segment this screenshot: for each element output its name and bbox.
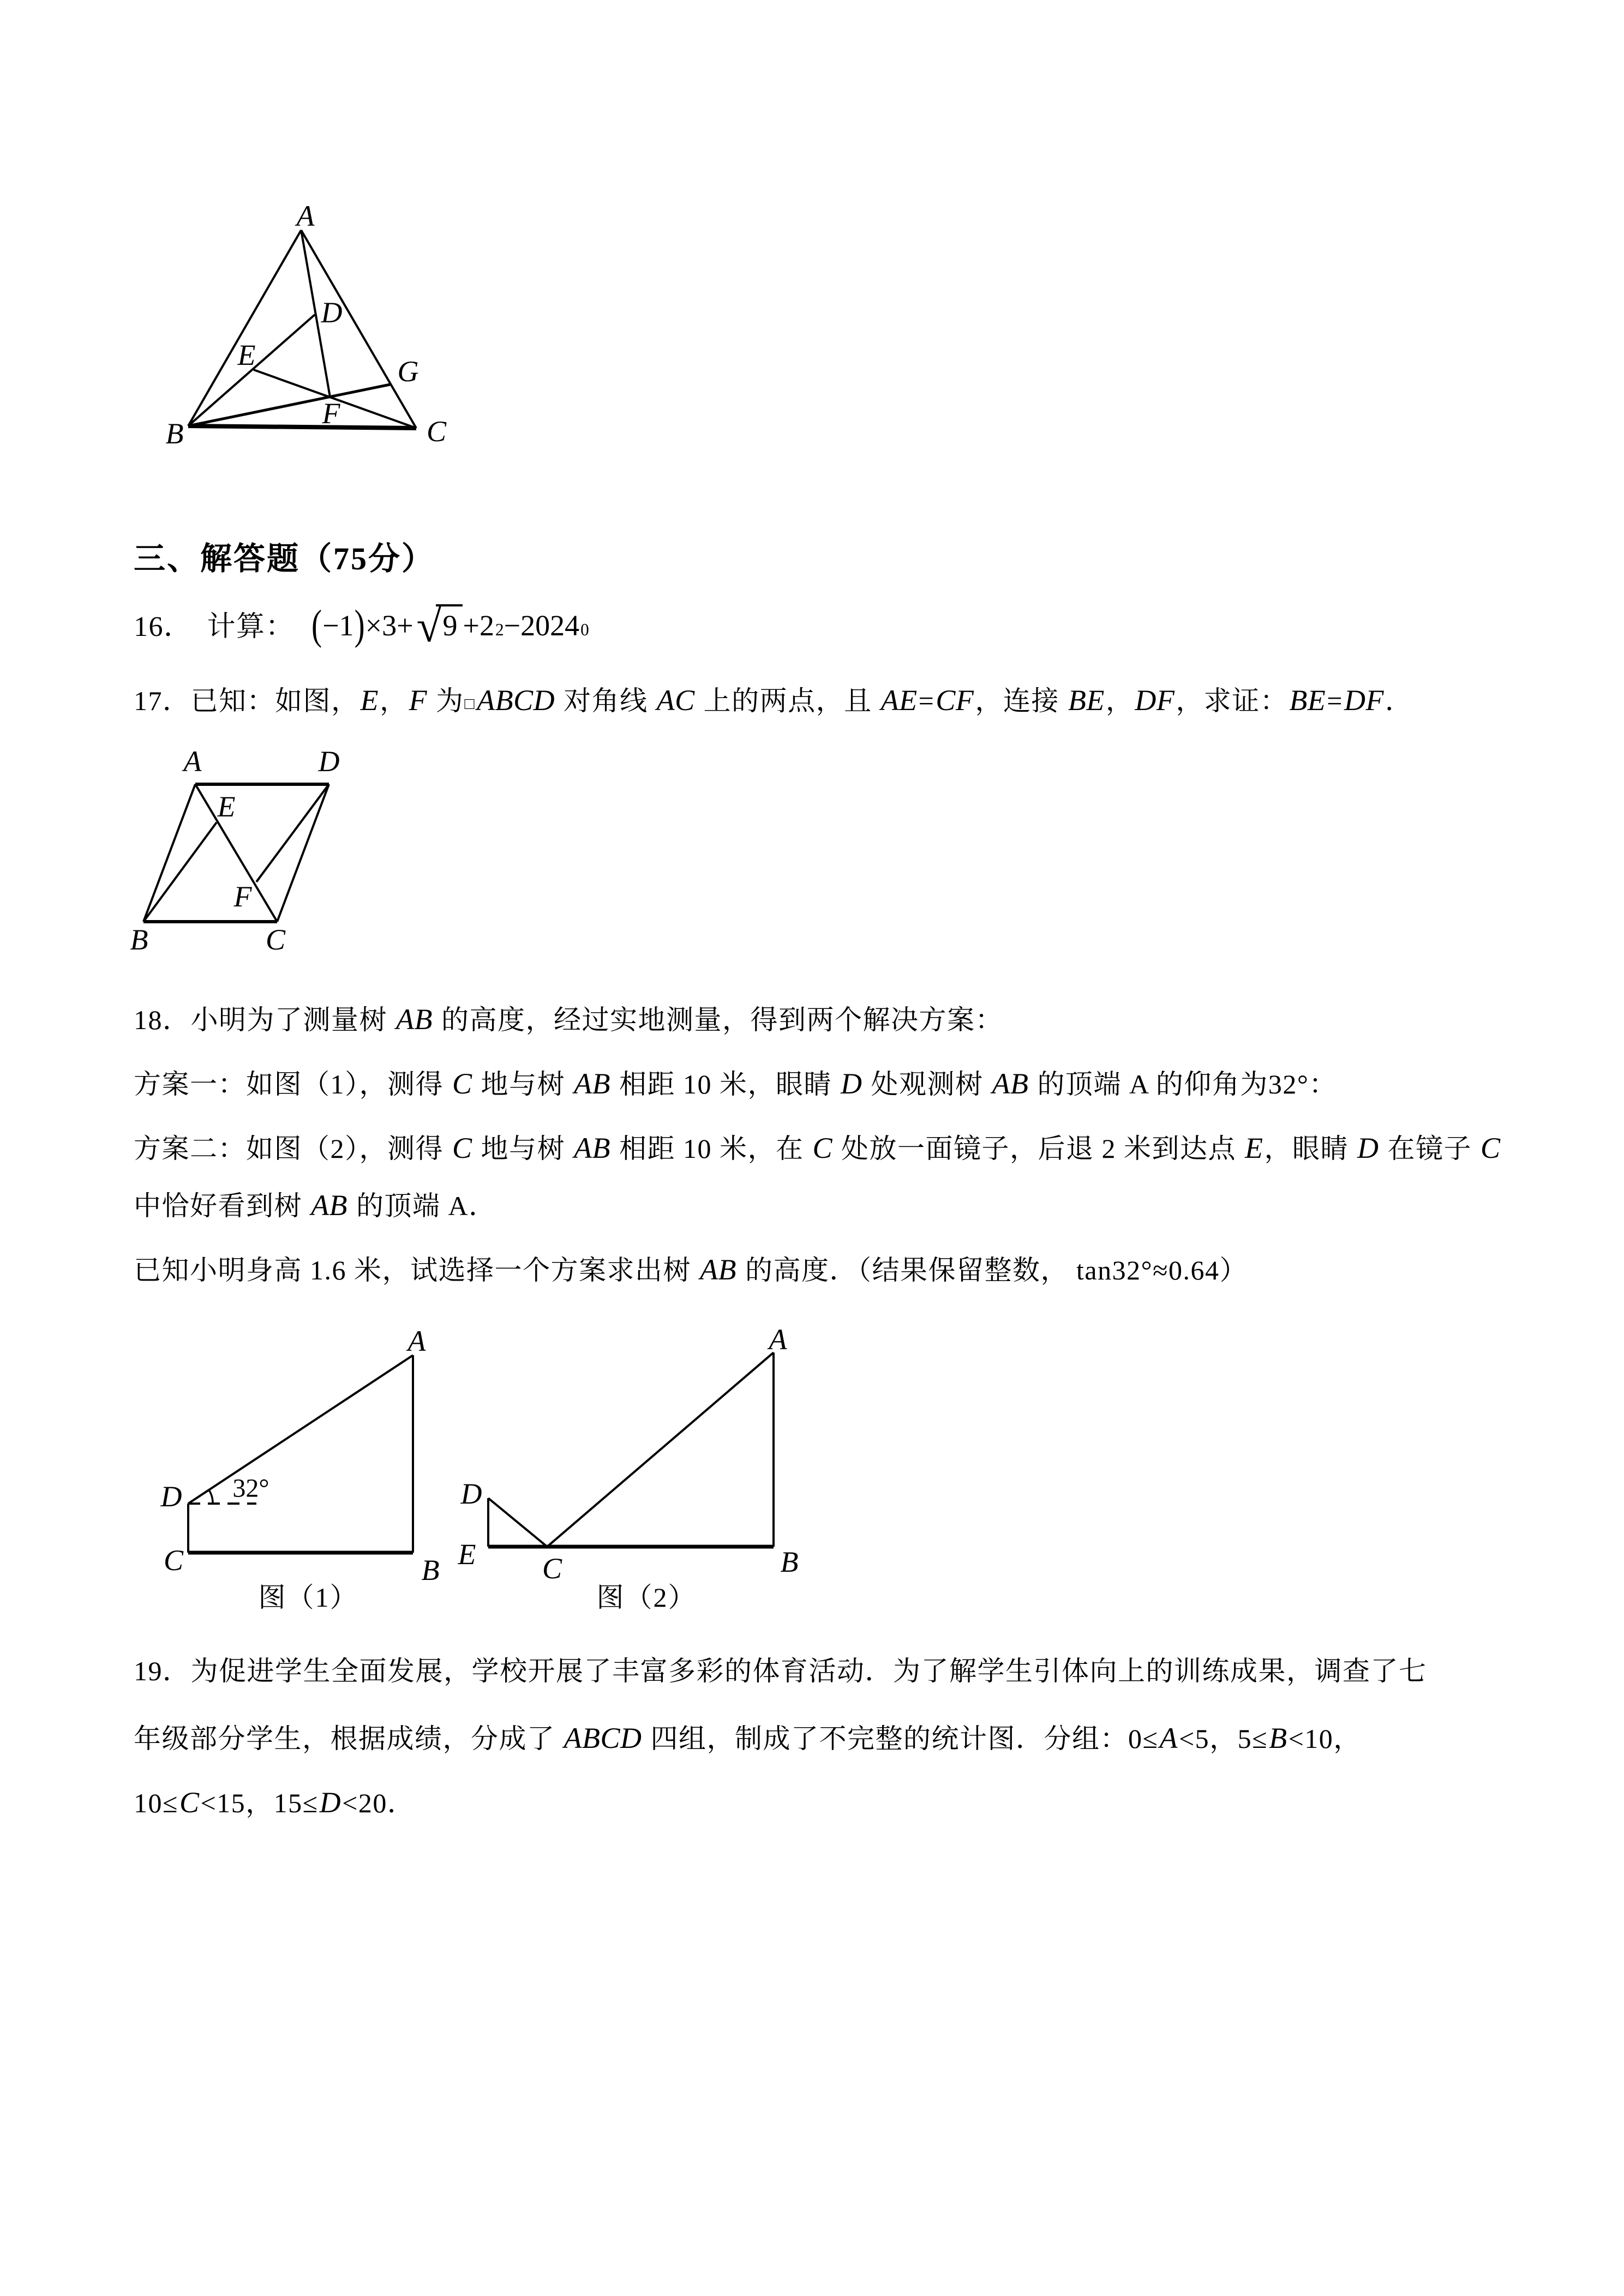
figure-scheme-1-svg (155, 1325, 453, 1614)
svg-text:C: C (265, 923, 286, 956)
svg-text:E: E (217, 790, 236, 823)
question-18-line-2: 方案一：如图（1），测得 C 地与树 AB 相距 10 米，眼睛 D 处观测树 AB 的顶端 A 的仰角为32°： (134, 1067, 1337, 1100)
question-16-number: 16． (134, 611, 193, 642)
formula-right-paren: ) (354, 602, 365, 648)
question-19-line-3: 10≤C<15，15≤D<20． (134, 1786, 416, 1819)
svg-text:A: A (296, 202, 315, 232)
figure-parallelogram-svg (123, 742, 371, 960)
exponent-zero: 0 (580, 620, 589, 639)
svg-text:G: G (397, 355, 419, 388)
svg-text:E: E (458, 1538, 476, 1571)
section-header: 三、解答题（75分） (134, 541, 435, 576)
svg-text:B: B (780, 1546, 799, 1578)
figure-scheme-1 (155, 1325, 453, 1614)
question-16 (134, 588, 589, 659)
svg-text:D: D (321, 296, 343, 329)
formula-minus-2024: −2024 (504, 609, 580, 642)
svg-text:C: C (542, 1552, 562, 1585)
svg-text:图（2）: 图（2） (596, 1582, 697, 1613)
exponent-two: 2 (495, 620, 504, 639)
question-18-line-4: 中恰好看到树 AB 的顶端 A． (134, 1189, 497, 1222)
svg-text:B: B (130, 923, 148, 956)
formula-neg-one: −1 (322, 609, 354, 642)
svg-text:D: D (318, 745, 340, 778)
question-16-formula (311, 601, 589, 652)
formula-left-paren: ( (311, 602, 322, 648)
formula-times-three-plus: ×3+ (365, 609, 414, 642)
svg-text:F: F (233, 880, 252, 913)
svg-text:D: D (460, 1477, 482, 1510)
svg-text:D: D (160, 1480, 182, 1513)
figure-triangle-svg (164, 202, 475, 453)
svg-text:C: C (426, 415, 447, 448)
formula-plus-two: +2 (463, 609, 494, 642)
svg-text:32°: 32° (232, 1474, 269, 1503)
svg-text:B: B (165, 417, 184, 450)
question-18-line-3: 方案二：如图（2），测得 C 地与树 AB 相距 10 米，在 C 处放一面镜子，后退 2 米到达点 E，眼睛 D 在镜子 C (134, 1132, 1501, 1164)
svg-text:A: A (183, 745, 202, 778)
figure-triangle (164, 202, 475, 453)
question-16-label: 计算： (207, 611, 295, 642)
question-18-line-5: 已知小明身高 1.6 米，试选择一个方案求出树 AB 的高度．（结果保留整数， tan32°≈0.64） (134, 1253, 1248, 1286)
question-19-line-2: 年级部分学生，根据成绩，分成了 ABCD 四组，制成了不完整的统计图．分组：0≤A<5，5≤B<10， (134, 1722, 1362, 1754)
svg-text:F: F (322, 397, 340, 430)
svg-text:C: C (163, 1544, 184, 1577)
question-17-text: 17．已知：如图，E，F 为□ABCD 对角线 AC 上的两点，且 AE=CF，连接 BE，DF，求证：BE=DF． (134, 684, 1413, 717)
figure-parallelogram (123, 742, 371, 960)
svg-text:A: A (408, 1325, 426, 1357)
svg-text:E: E (237, 339, 256, 371)
figure-scheme-2-svg (453, 1325, 813, 1614)
square-root: √ 9 (417, 604, 463, 642)
svg-text:A: A (769, 1325, 787, 1356)
question-18-line-1: 18．小明为了测量树 AB 的高度，经过实地测量，得到两个解决方案： (134, 1003, 1003, 1036)
svg-text:图（1）: 图（1） (258, 1582, 358, 1613)
svg-text:B: B (421, 1554, 440, 1586)
figure-scheme-2 (453, 1325, 813, 1614)
radicand: 9 (436, 604, 463, 642)
question-19-line-1: 19．为促进学生全面发展，学校开展了丰富多彩的体育活动．为了解学生引体向上的训练成果，调查了七 (134, 1656, 1427, 1686)
